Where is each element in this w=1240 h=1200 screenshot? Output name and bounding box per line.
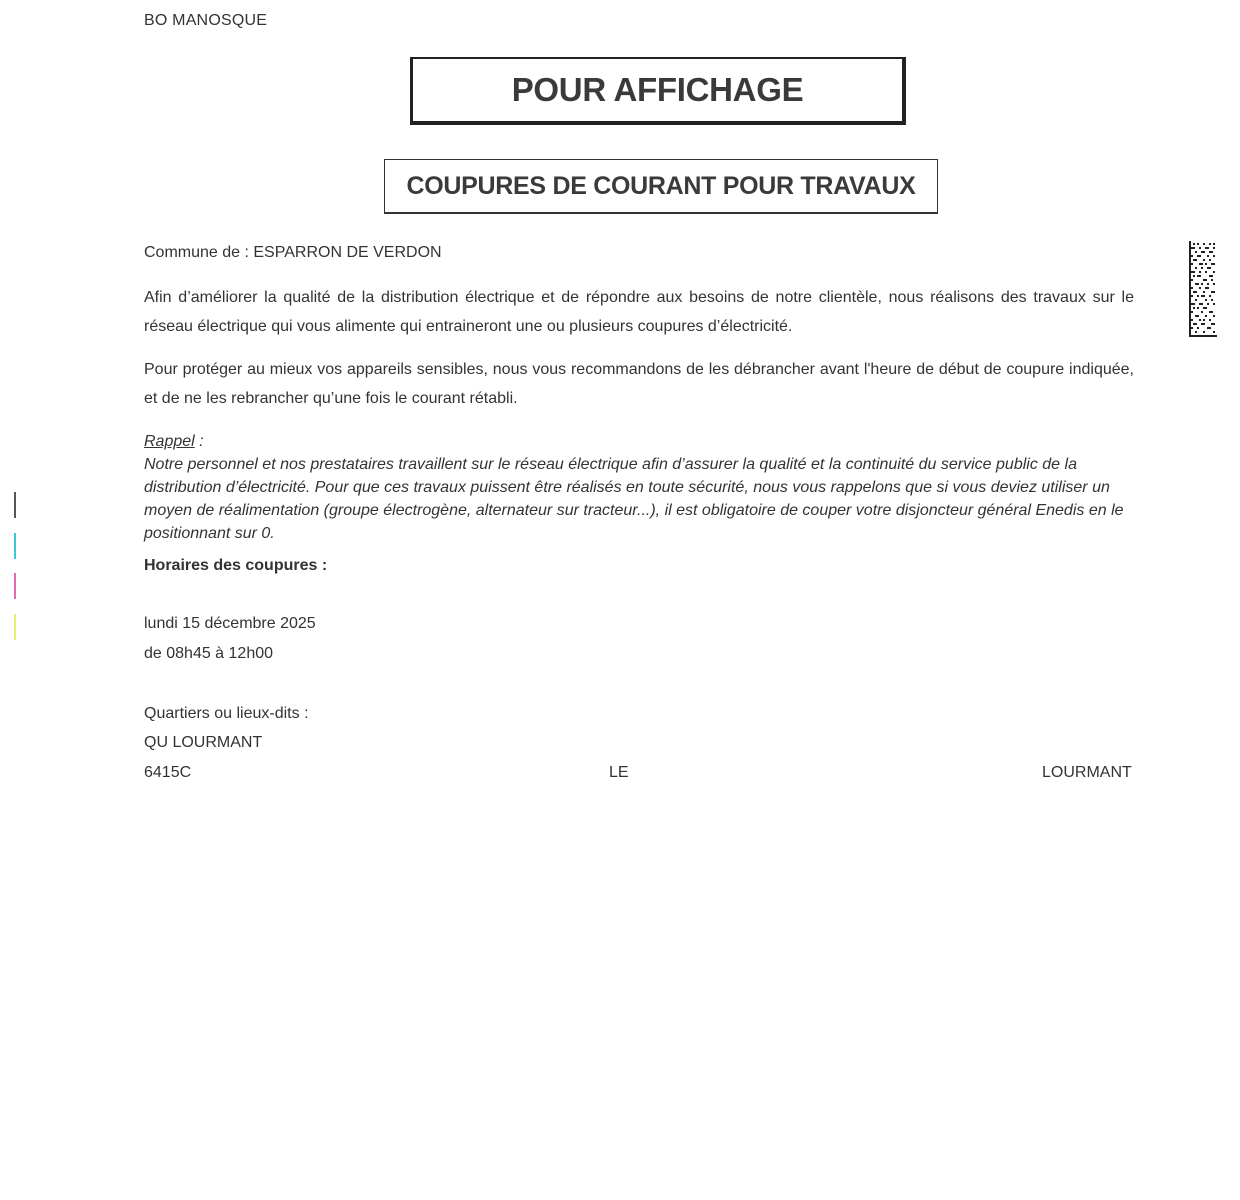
print-mark-yellow <box>14 614 16 640</box>
reminder-block <box>144 430 1134 545</box>
sender-office: BO MANOSQUE <box>144 12 268 29</box>
location-place: LOURMANT <box>1042 764 1132 781</box>
print-mark-magenta <box>14 573 16 599</box>
print-mark-black <box>14 492 16 518</box>
display-banner <box>410 57 906 125</box>
district-name: QU LOURMANT <box>144 734 263 751</box>
outage-date: lundi 15 décembre 2025 <box>144 615 316 632</box>
reminder-heading <box>144 430 1134 453</box>
schedule-heading: Horaires des coupures : <box>144 557 328 574</box>
intro-paragraph: Afin d’améliorer la qualité de la distribution électrique et de répondre aux besoins de notre clientèle, nous réalisons des travaux sur le réseau électrique qui vous alimente qui entraineront une ou plusieurs coupures d’électricité. <box>144 289 1134 335</box>
display-label: POUR AFFICHAGE <box>511 71 804 108</box>
reminder-colon: : <box>194 433 204 450</box>
locations-label: Quartiers ou lieux-dits : <box>144 705 309 722</box>
reminder-label: Rappel <box>144 433 195 450</box>
notice-title-box <box>384 159 938 214</box>
notice-title: COUPURES DE COURANT POUR TRAVAUX <box>406 171 916 200</box>
reminder-text: Notre personnel et nos prestataires travaillent sur le réseau électrique afin d’assurer la qualité et la continuité du service public de la distribution d’électricité. Pour que ces travaux puissent être réalisés en toute sécurité, nous vous rappelons que si vous deviez utiliser un moyen de réalimentation (groupe électrogène, alternateur sur tracteur...), il est obligatoire de couper votre disjoncteur général Enedis en le positionnant sur 0. <box>144 456 1124 542</box>
datamatrix-code-icon <box>1189 241 1217 337</box>
print-mark-cyan <box>14 533 16 559</box>
outage-hours: de 08h45 à 12h00 <box>144 645 274 662</box>
commune-line: Commune de : ESPARRON DE VERDON <box>144 244 442 261</box>
location-article: LE <box>609 764 629 781</box>
location-code: 6415C <box>144 764 192 781</box>
protection-paragraph: Pour protéger au mieux vos appareils sensibles, nous vous recommandons de les débrancher avant l'heure de début de coupure indiquée, et de ne les rebrancher qu’une fois le courant rétabli. <box>144 361 1134 407</box>
